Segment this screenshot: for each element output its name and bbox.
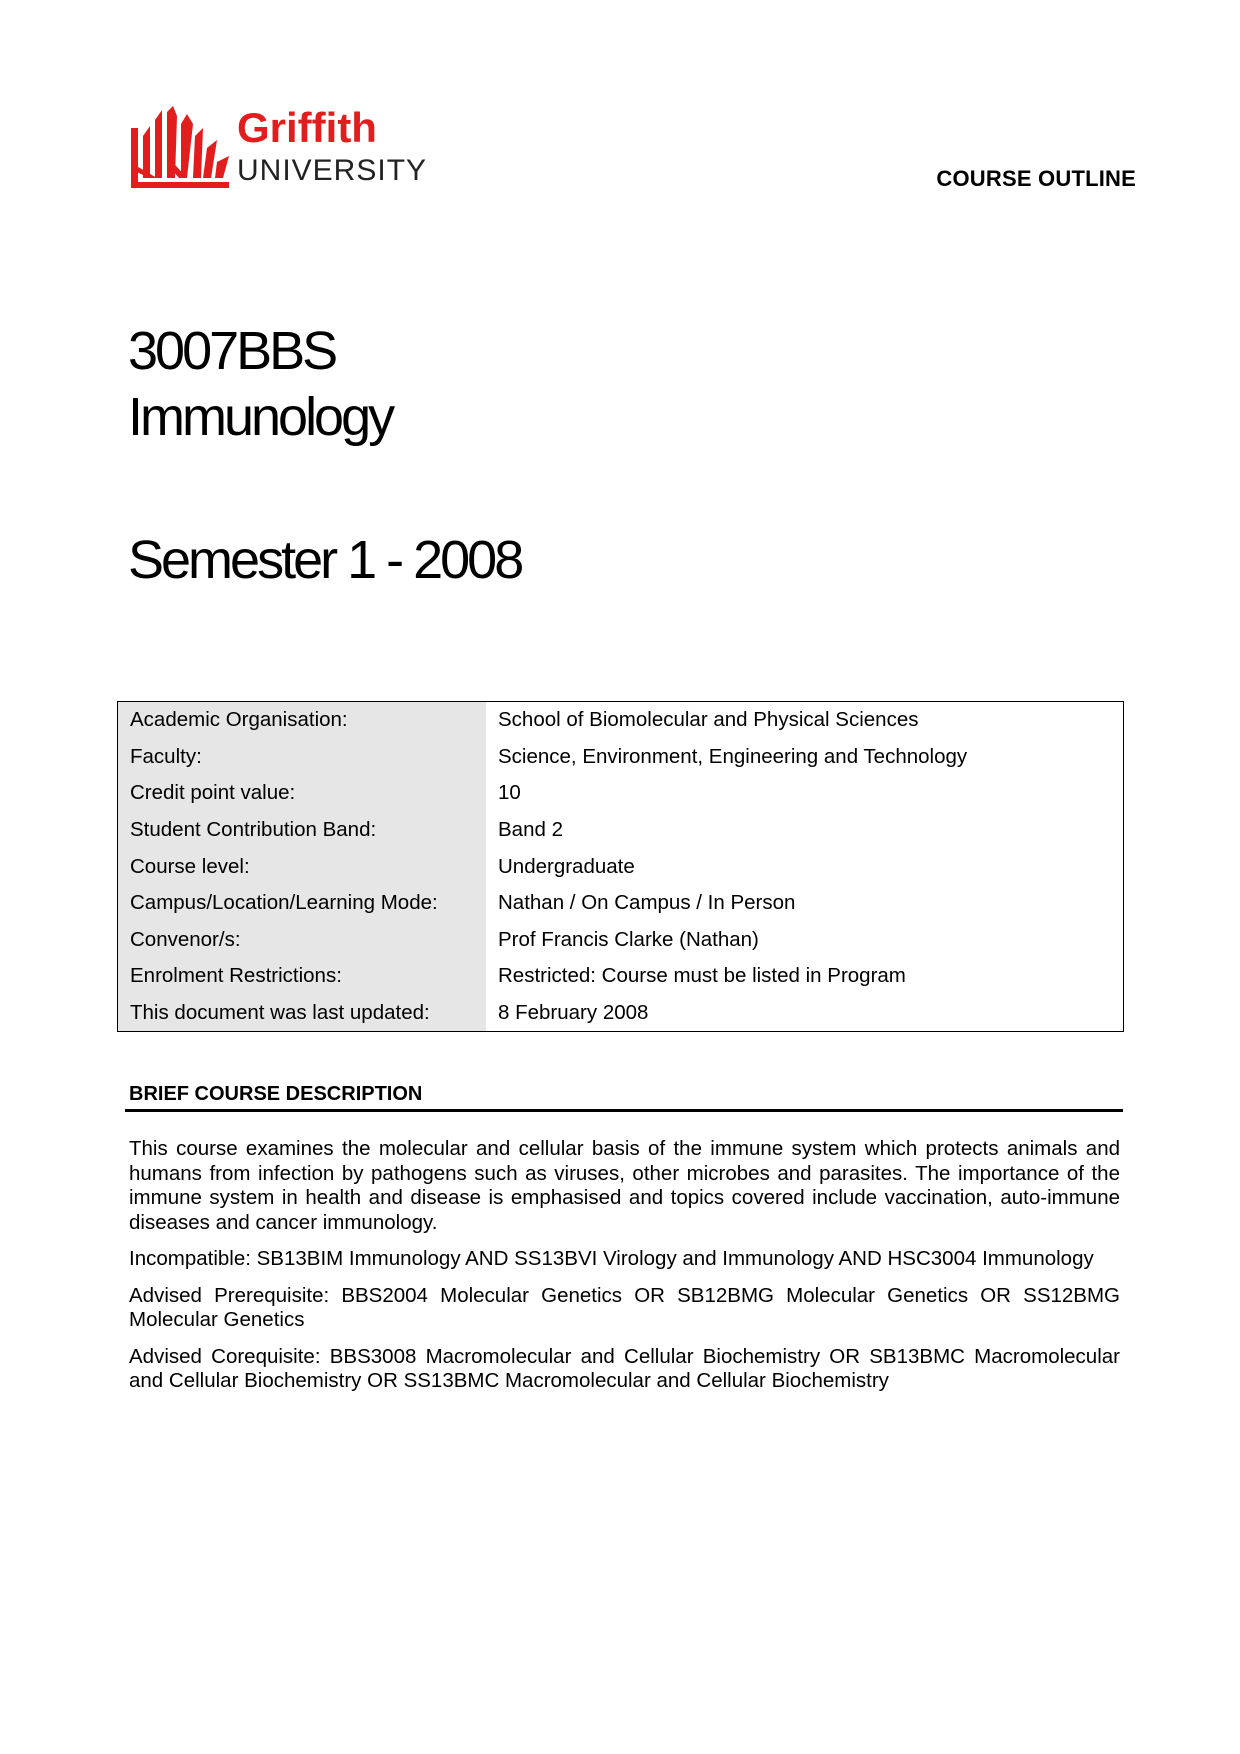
info-row-faculty bbox=[118, 739, 1123, 776]
description-paragraph: This course examines the molecular and cellular basis of the immune system which protects animals and humans from infection by pathogens such as viruses, other microbes and parasites. The importance of the immune system in health and disease is emphasised and topics covered include vaccination, auto-immune diseases and cancer immunology. bbox=[129, 1137, 1120, 1234]
course-code: 3007BBS bbox=[128, 321, 336, 381]
info-label: Academic Organisation: bbox=[118, 702, 486, 739]
info-row-academic-organisation bbox=[118, 702, 1123, 739]
info-value: Band 2 bbox=[498, 818, 563, 842]
info-value: Undergraduate bbox=[498, 854, 635, 878]
info-label: Faculty: bbox=[118, 739, 486, 776]
logo-wordmark-university: UNIVERSITY bbox=[237, 154, 428, 187]
section-divider bbox=[125, 1109, 1123, 1112]
info-label: Campus/Location/Learning Mode: bbox=[118, 885, 486, 922]
incompatible-courses: Incompatible: SB13BIM Immunology AND SS13BVI Virology and Immunology AND HSC3004 Immunology bbox=[129, 1247, 1094, 1270]
course-description bbox=[129, 1137, 1120, 1406]
section-heading-description: BRIEF COURSE DESCRIPTION bbox=[129, 1083, 423, 1105]
info-row-campus bbox=[118, 885, 1123, 922]
info-row-course-level bbox=[118, 848, 1123, 885]
advised-corequisite: Advised Corequisite: BBS3008 Macromolecular and Cellular Biochemistry OR SB13BMC Macromolecular and Cellular Biochemistry OR SS13BMC Macromolecular and Cellular Biochemistry bbox=[129, 1344, 1120, 1392]
document-type-label: COURSE OUTLINE bbox=[936, 166, 1136, 191]
info-row-credit-point-value bbox=[118, 775, 1123, 812]
info-label: Credit point value: bbox=[118, 775, 486, 812]
info-value: 8 February 2008 bbox=[498, 1001, 649, 1025]
info-value: Nathan / On Campus / In Person bbox=[498, 891, 796, 915]
griffith-university-logo bbox=[131, 106, 446, 190]
semester-title: Semester 1 - 2008 bbox=[128, 530, 522, 590]
course-name: Immunology bbox=[128, 387, 393, 447]
info-label: Enrolment Restrictions: bbox=[118, 958, 486, 995]
logo-wordmark-griffith: Griffith bbox=[237, 106, 377, 151]
info-value: Restricted: Course must be listed in Program bbox=[498, 964, 906, 988]
info-value: 10 bbox=[498, 781, 521, 805]
advised-prerequisite: Advised Prerequisite: BBS2004 Molecular Genetics OR SB12BMG Molecular Genetics OR SS12BMG Molecular Genetics bbox=[129, 1283, 1120, 1331]
info-label: Course level: bbox=[118, 848, 486, 885]
info-value: School of Biomolecular and Physical Sciences bbox=[498, 708, 919, 732]
info-row-last-updated bbox=[118, 995, 1123, 1032]
info-value: Science, Environment, Engineering and Technology bbox=[498, 744, 968, 768]
info-label: Convenor/s: bbox=[118, 922, 486, 959]
info-value: Prof Francis Clarke (Nathan) bbox=[498, 927, 759, 951]
info-row-convenor bbox=[118, 922, 1123, 959]
info-label: Student Contribution Band: bbox=[118, 812, 486, 849]
info-row-contribution-band bbox=[118, 812, 1123, 849]
course-title bbox=[128, 318, 392, 450]
course-info-table bbox=[117, 701, 1124, 1032]
info-row-enrolment-restrictions bbox=[118, 958, 1123, 995]
info-label: This document was last updated: bbox=[118, 995, 486, 1032]
